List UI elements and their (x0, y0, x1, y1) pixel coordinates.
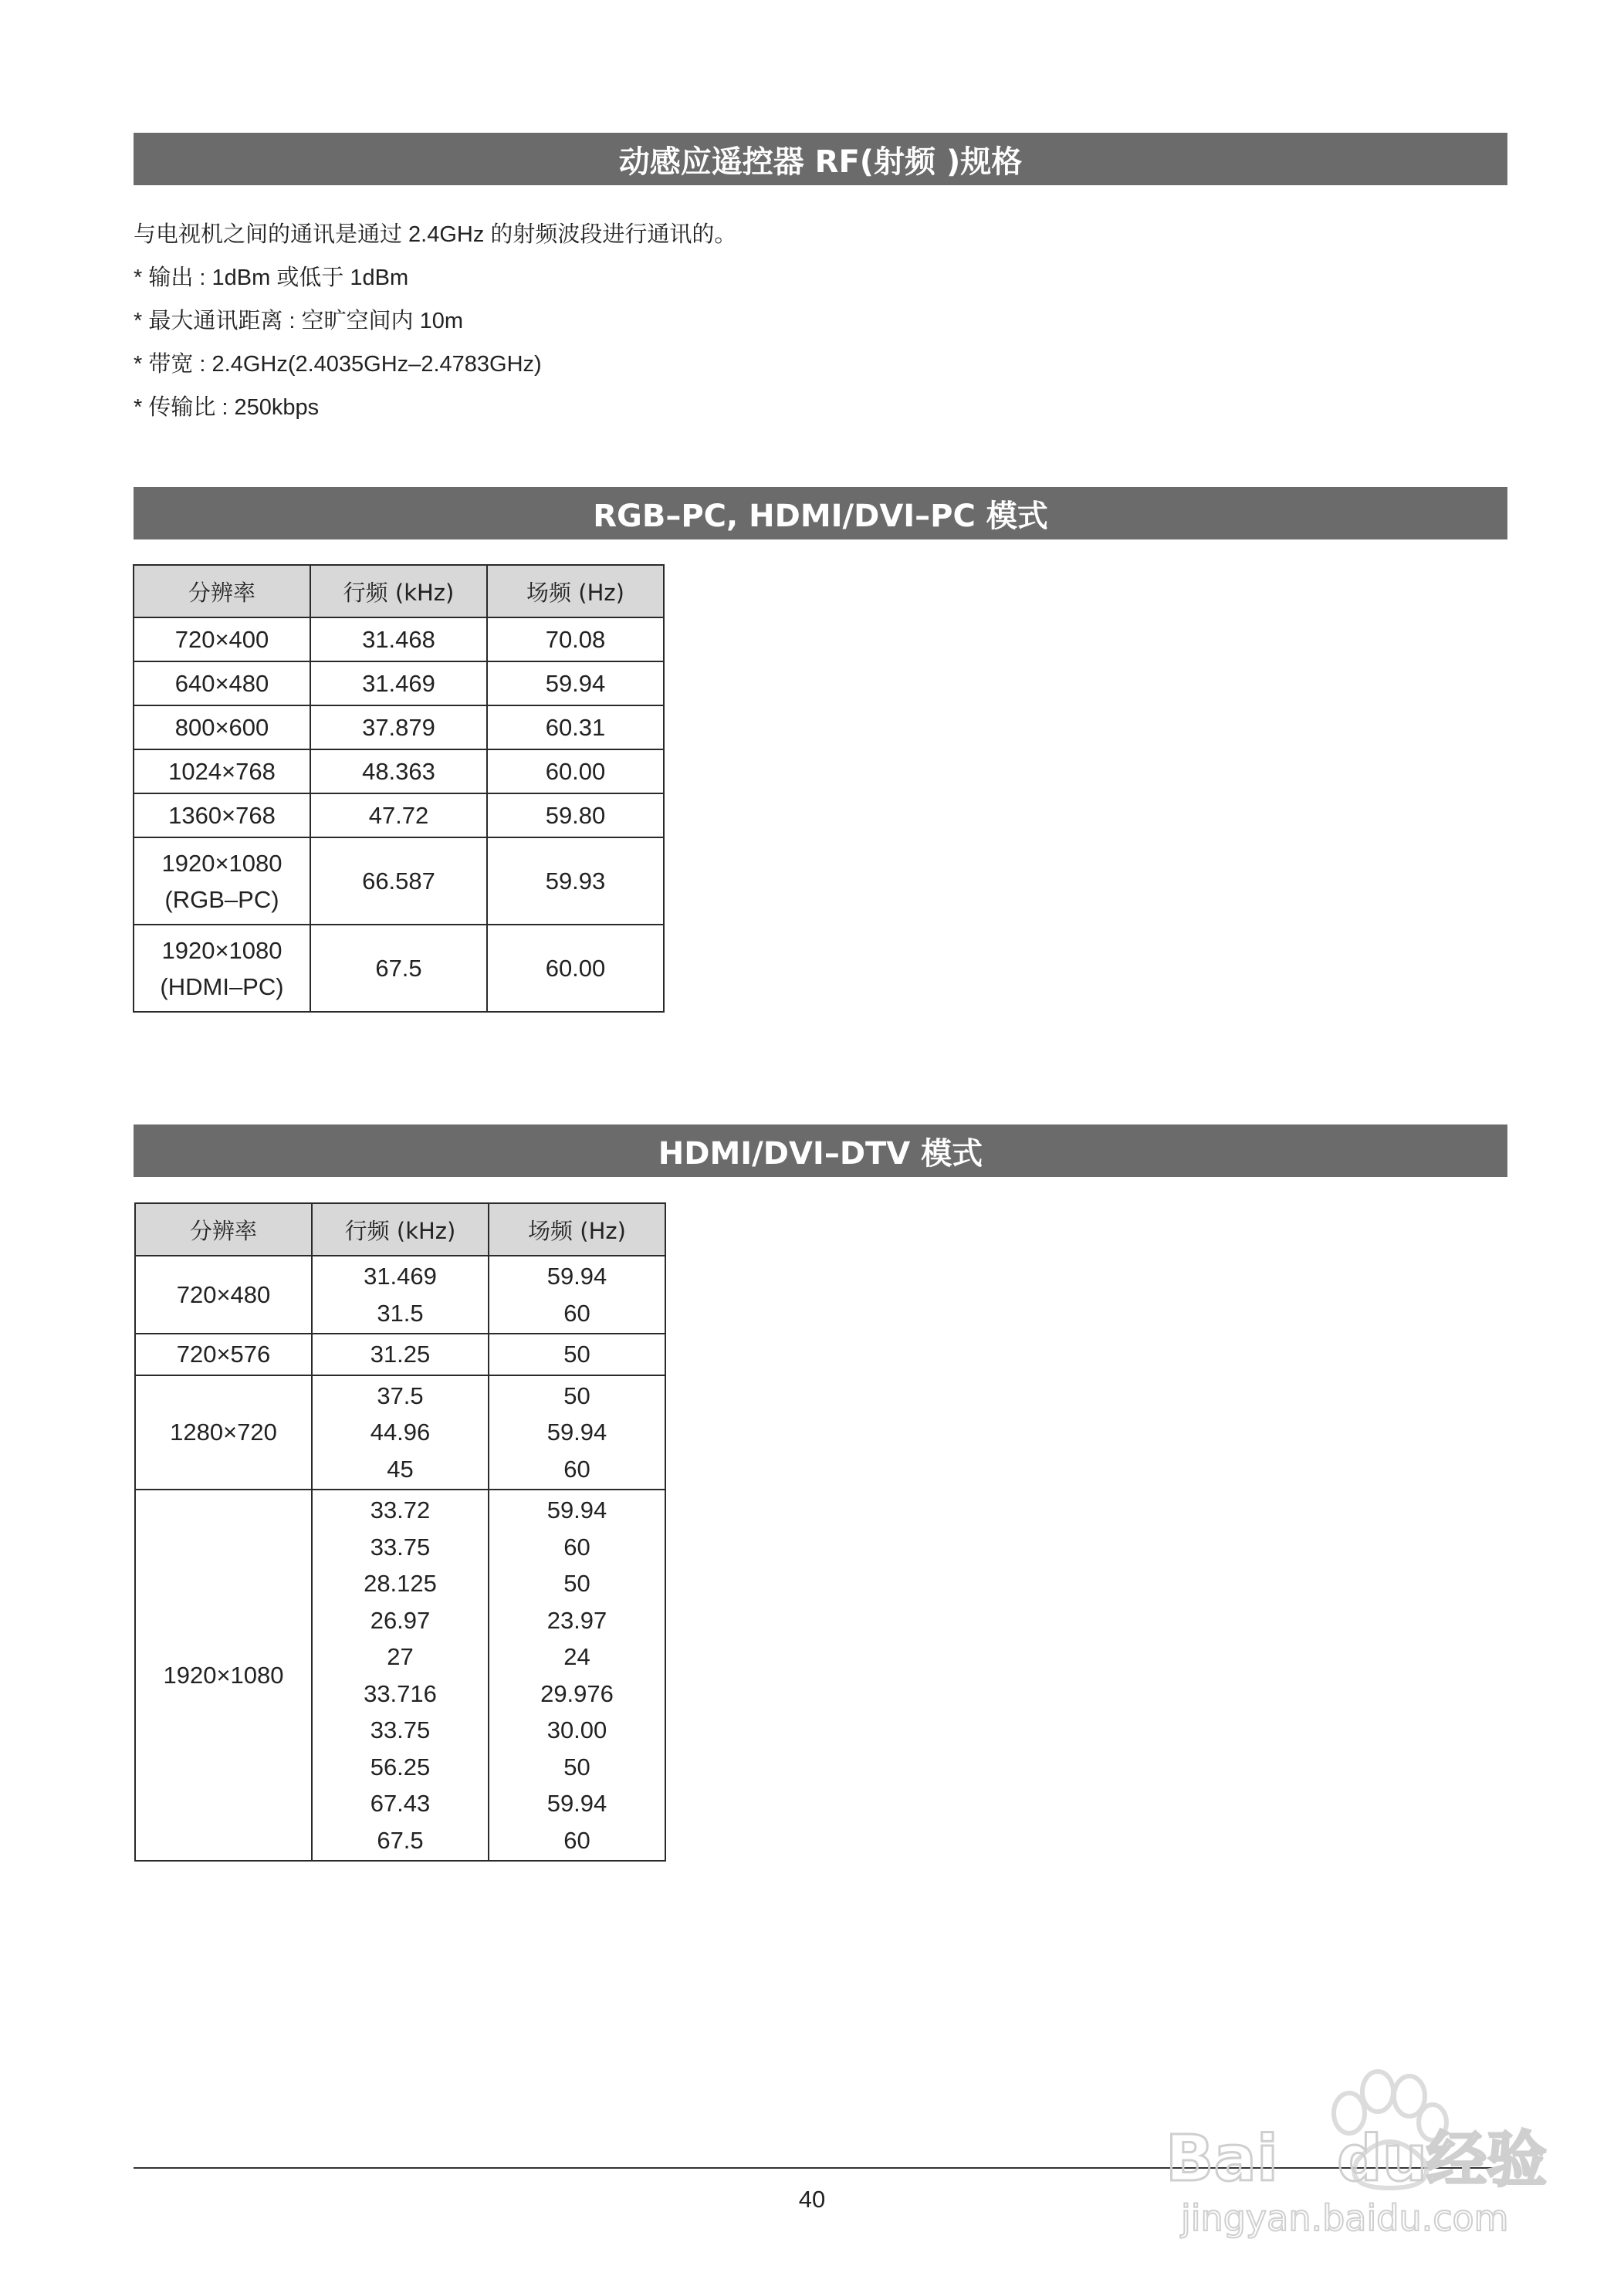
rf-spec-list (134, 213, 736, 429)
rf-spec-title-bar (134, 133, 1507, 185)
table-row (135, 1490, 665, 1861)
v-freq-value: 24 (563, 1643, 590, 1670)
v-freq-value: 59.94 (546, 1496, 607, 1524)
v-freq-cell (489, 1334, 665, 1375)
v-freq-value: 60 (563, 1299, 590, 1327)
resolution-text: 1360×768 (168, 801, 276, 829)
h-freq-value: 33.716 (364, 1679, 437, 1707)
watermark-url: jingyan.baidu.com (1181, 2197, 1509, 2239)
col-header-v-freq: 场频 (Hz) (487, 565, 664, 617)
rf-spec-line: * 传输比 : 250kbps (134, 395, 320, 420)
h-freq-value: 67.43 (370, 1790, 431, 1817)
resolution-text: 1920×1080 (161, 849, 283, 877)
v-freq-value: 29.976 (540, 1679, 614, 1707)
table-row (134, 793, 664, 837)
table-row (134, 925, 664, 1012)
v-freq-value: 50 (563, 1753, 590, 1781)
h-freq-value: 27 (387, 1643, 414, 1670)
rf-spec-line: * 输出 : 1dBm 或低于 1dBm (134, 265, 409, 290)
v-freq-cell: 59.94 (487, 661, 664, 705)
h-freq-cell: 66.587 (310, 837, 487, 925)
watermark-brand-a: Bai (1166, 2122, 1278, 2196)
h-freq-value: 31.469 (364, 1263, 437, 1290)
v-freq-value: 60 (563, 1533, 590, 1561)
baidu-jingyan-watermark (1158, 2045, 1559, 2246)
pc-mode-table (133, 564, 665, 1013)
h-freq-cell: 47.72 (310, 793, 487, 837)
resolution-text: 800×600 (174, 713, 269, 741)
watermark-brand-c: 经验 (1426, 2126, 1548, 2195)
rf-spec-line: 与电视机之间的通讯是通过 2.4GHz 的射频波段进行通讯的。 (134, 222, 737, 247)
resolution-cell: 720×480 (135, 1256, 312, 1334)
resolution-text: (HDMI–PC) (160, 972, 284, 1000)
table-row (134, 661, 664, 705)
h-freq-value: 31.25 (370, 1341, 431, 1368)
table-row (135, 1256, 665, 1334)
h-freq-value: 67.5 (377, 1826, 424, 1854)
col-header-h-freq: 行频 (kHz) (310, 565, 487, 617)
v-freq-cell (489, 1256, 665, 1334)
dtv-mode-title: HDMI/DVI–DTV 模式 (658, 1135, 983, 1172)
v-freq-value: 30.00 (546, 1716, 607, 1743)
dtv-mode-title-bar (134, 1124, 1507, 1177)
dtv-mode-table (134, 1202, 666, 1862)
resolution-text: (RGB–PC) (164, 885, 279, 913)
resolution-cell (134, 617, 310, 661)
col-header-resolution: 分辨率 (134, 565, 310, 617)
h-freq-value: 31.5 (377, 1299, 424, 1327)
v-freq-cell: 70.08 (487, 617, 664, 661)
watermark-brand-b: du (1337, 2122, 1428, 2196)
resolution-cell: 720×576 (135, 1334, 312, 1375)
v-freq-value: 59.94 (546, 1790, 607, 1817)
table-row (134, 617, 664, 661)
v-freq-cell (489, 1375, 665, 1490)
h-freq-cell (312, 1375, 489, 1490)
resolution-cell (134, 793, 310, 837)
resolution-cell (134, 749, 310, 793)
table-row (134, 705, 664, 749)
h-freq-value: 33.75 (370, 1716, 431, 1743)
table-row (135, 1375, 665, 1490)
v-freq-value: 50 (563, 1570, 590, 1597)
h-freq-value: 56.25 (370, 1753, 431, 1781)
h-freq-value: 28.125 (364, 1570, 437, 1597)
h-freq-value: 44.96 (370, 1419, 431, 1446)
resolution-cell: 1280×720 (135, 1375, 312, 1490)
resolution-text: 1920×1080 (161, 936, 283, 964)
col-header-v-freq: 场频 (Hz) (489, 1203, 665, 1256)
h-freq-cell: 67.5 (310, 925, 487, 1012)
rf-spec-line: * 最大通讯距离 : 空旷空间内 10m (134, 309, 463, 333)
h-freq-value: 26.97 (370, 1606, 431, 1634)
h-freq-cell: 31.468 (310, 617, 487, 661)
h-freq-cell: 48.363 (310, 749, 487, 793)
col-header-h-freq: 行频 (kHz) (312, 1203, 489, 1256)
resolution-text: 640×480 (174, 669, 269, 697)
h-freq-cell (312, 1334, 489, 1375)
resolution-cell (134, 925, 310, 1012)
resolution-cell (134, 661, 310, 705)
table-row (134, 837, 664, 925)
resolution-text: 720×400 (174, 625, 269, 653)
h-freq-cell (312, 1256, 489, 1334)
v-freq-cell: 60.31 (487, 705, 664, 749)
v-freq-value: 23.97 (546, 1606, 607, 1634)
resolution-cell: 1920×1080 (135, 1490, 312, 1861)
h-freq-value: 33.72 (370, 1496, 431, 1524)
v-freq-value: 60 (563, 1826, 590, 1854)
resolution-cell (134, 837, 310, 925)
col-header-resolution: 分辨率 (135, 1203, 312, 1256)
h-freq-value: 33.75 (370, 1533, 431, 1561)
page-number: 40 (798, 2186, 826, 2213)
h-freq-cell: 31.469 (310, 661, 487, 705)
h-freq-value: 37.5 (377, 1381, 424, 1409)
h-freq-cell: 37.879 (310, 705, 487, 749)
v-freq-value: 59.94 (546, 1419, 607, 1446)
v-freq-cell: 59.93 (487, 837, 664, 925)
v-freq-value: 59.94 (546, 1263, 607, 1290)
resolution-text: 1024×768 (168, 757, 276, 785)
v-freq-value: 50 (563, 1381, 590, 1409)
v-freq-value: 50 (563, 1341, 590, 1368)
rf-spec-line: * 带宽 : 2.4GHz(2.4035GHz–2.4783GHz) (134, 352, 542, 377)
pc-mode-title-bar (134, 487, 1507, 539)
table-row (134, 749, 664, 793)
v-freq-cell: 60.00 (487, 925, 664, 1012)
v-freq-cell (489, 1490, 665, 1861)
h-freq-value: 45 (387, 1455, 414, 1483)
h-freq-cell (312, 1490, 489, 1861)
pc-mode-title: RGB–PC, HDMI/DVI–PC 模式 (593, 498, 1048, 534)
v-freq-cell: 59.80 (487, 793, 664, 837)
table-row (135, 1334, 665, 1375)
v-freq-cell: 60.00 (487, 749, 664, 793)
v-freq-value: 60 (563, 1455, 590, 1483)
resolution-cell (134, 705, 310, 749)
rf-spec-title: 动感应遥控器 RF(射频 )规格 (618, 144, 1023, 180)
